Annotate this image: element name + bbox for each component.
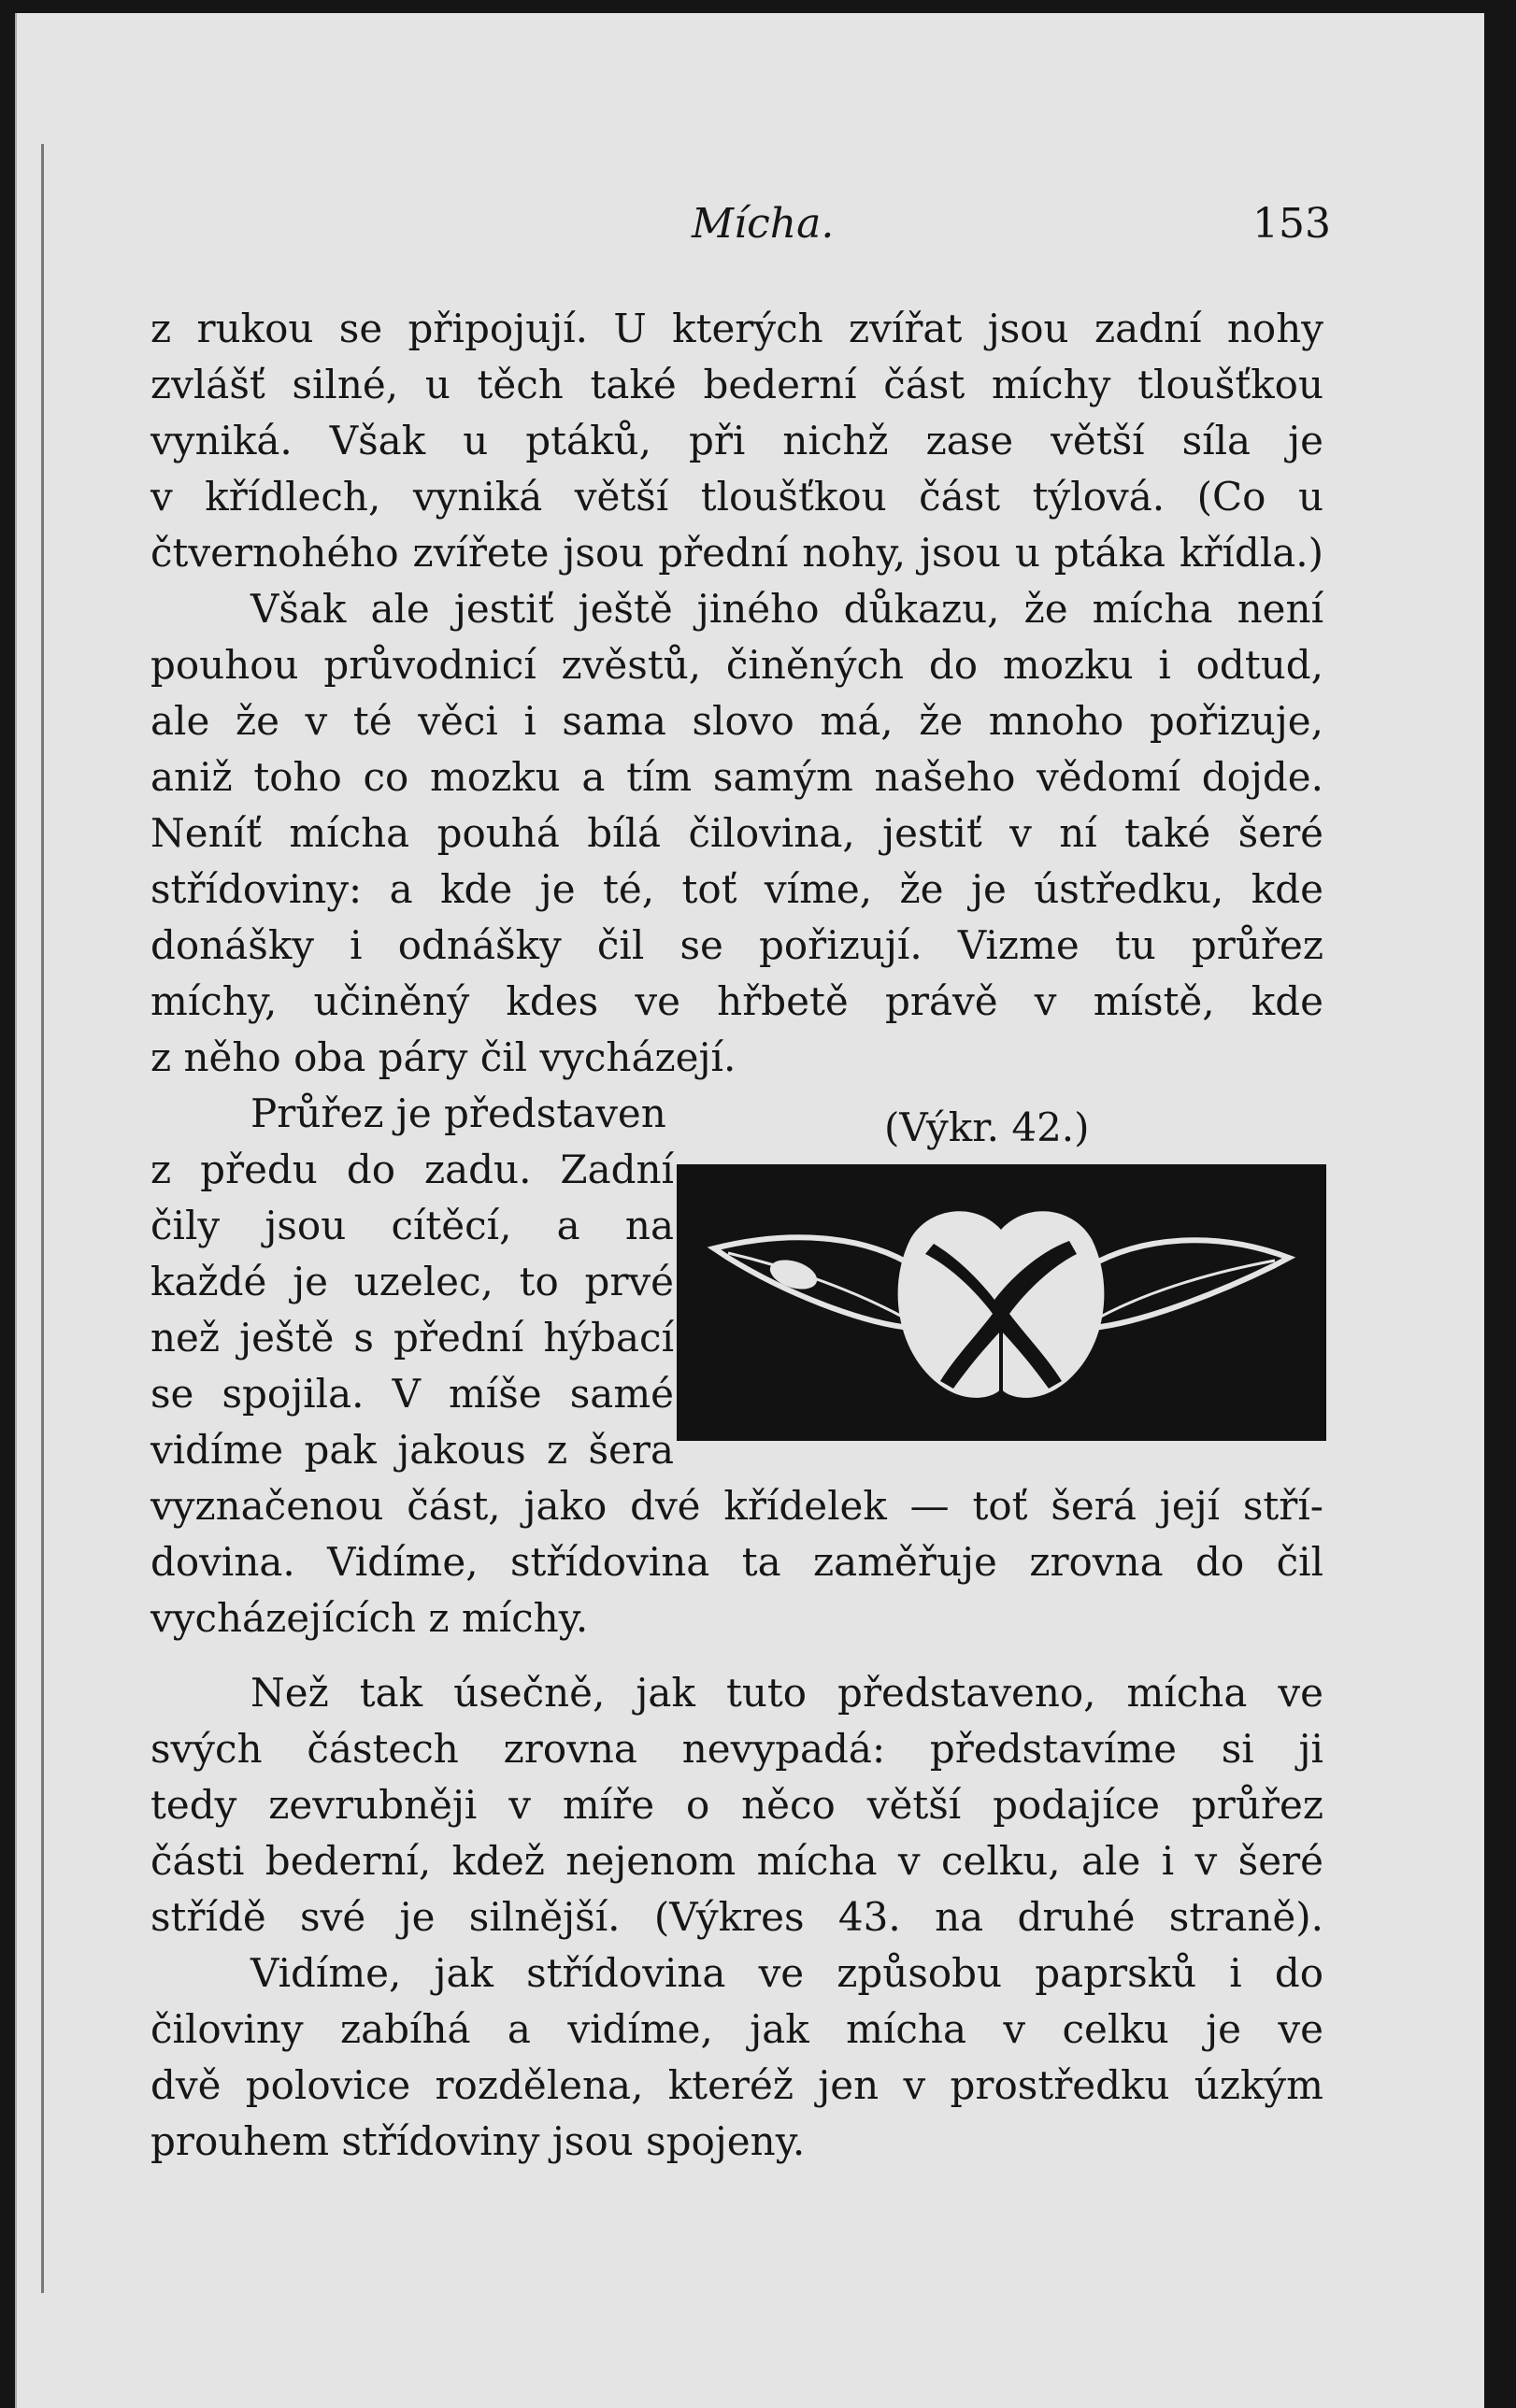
text-line: zvlášť silné, u těch také bederní část míchy tloušťkou (150, 362, 1323, 407)
text-line: ale že v té věci i sama slovo má, že mnoho pořizuje, (150, 698, 1323, 744)
figure-caption: (Výkr. 42.) (884, 1104, 1090, 1150)
text-line: Neníť mícha pouhá bílá čilovina, jestiť v ní také šeré (150, 810, 1323, 856)
text-line: z rukou se připojují. U kterých zvířat jsou zadní nohy (150, 306, 1323, 351)
text-line: části bederní, kdež nejenom mícha v celku, ale i v šeré (150, 1838, 1323, 1884)
text-line: pouhou průvodnicí zvěstů, činěných do mozku i odtud, (150, 642, 1323, 688)
text-line: Než tak úsečně, jak tuto představeno, mícha ve (250, 1670, 1323, 1716)
text-line: se spojila. V míše samé (150, 1371, 674, 1417)
text-line: vycházejících z míchy. (150, 1595, 589, 1641)
text-line: vidíme pak jakous z šera (150, 1427, 674, 1473)
text-line: z předu do zadu. Zadní (150, 1147, 674, 1192)
page-header (17, 200, 1484, 265)
text-line: z něho oba páry čil vycházejí. (150, 1034, 737, 1080)
text-line: prouhem střídoviny jsou spojeny. (150, 2118, 806, 2164)
spinal-cord-cross-section-figure (677, 1164, 1326, 1441)
right-nerve-root (1080, 1240, 1289, 1328)
running-title: Mícha. (692, 200, 835, 248)
text-line: střídě své je silnější. (Výkres 43. na druhé straně). (150, 1894, 1323, 1940)
text-line: čiloviny zabíhá a vidíme, jak mícha v celku je ve (150, 2006, 1323, 2052)
book-page (15, 13, 1484, 2408)
text-line: svých částech zrovna nevypadá: představíme si ji (150, 1726, 1323, 1772)
text-line: dvě polovice rozdělena, kteréž jen v prostředku úzkým (150, 2062, 1323, 2108)
text-line: tedy zevrubněji v míře o něco větší podajíce průřez (150, 1782, 1323, 1828)
text-line: čtvernohého zvířete jsou přední nohy, jsou u ptáka křídla.) (150, 530, 1323, 576)
page-binding-edge (17, 144, 44, 2293)
right-root-line (1097, 1261, 1275, 1318)
left-ganglion (766, 1255, 821, 1295)
text-line: vyznačenou část, jako dvé křídelek — toť šerá její stří- (150, 1483, 1323, 1529)
text-line: donášky i odnášky čil se pořizují. Vizme tu průřez (150, 922, 1323, 968)
text-line: střídoviny: a kde je té, toť víme, že je ústředku, kde (150, 866, 1323, 912)
page-number: 153 (1252, 200, 1331, 248)
left-root-line (728, 1253, 906, 1318)
text-line: v křídlech, vyniká větší tloušťkou část týlová. (Co u (150, 474, 1323, 520)
text-line: míchy, učiněný kdes ve hřbetě právě v místě, kde (150, 978, 1323, 1024)
left-nerve-root (714, 1237, 922, 1328)
spinal-cord-illustration (677, 1164, 1326, 1441)
text-line: čily jsou cítěcí, a na (150, 1203, 674, 1248)
text-line: než ještě s přední hýbací (150, 1315, 674, 1361)
text-line: každé je uzelec, to prvé (150, 1259, 674, 1304)
text-line: vyniká. Však u ptáků, při nichž zase větší síla je (150, 418, 1323, 463)
text-line: aniž toho co mozku a tím samým našeho vědomí dojde. (150, 754, 1323, 800)
text-line: Vidíme, jak střídovina ve způsobu paprsků i do (250, 1950, 1323, 1996)
text-line: dovina. Vidíme, střídovina ta zaměřuje zrovna do čil (150, 1539, 1323, 1585)
text-line: Však ale jestiť ještě jiného důkazu, že mícha není (250, 586, 1323, 632)
text-line: Průřez je představen (250, 1090, 666, 1136)
